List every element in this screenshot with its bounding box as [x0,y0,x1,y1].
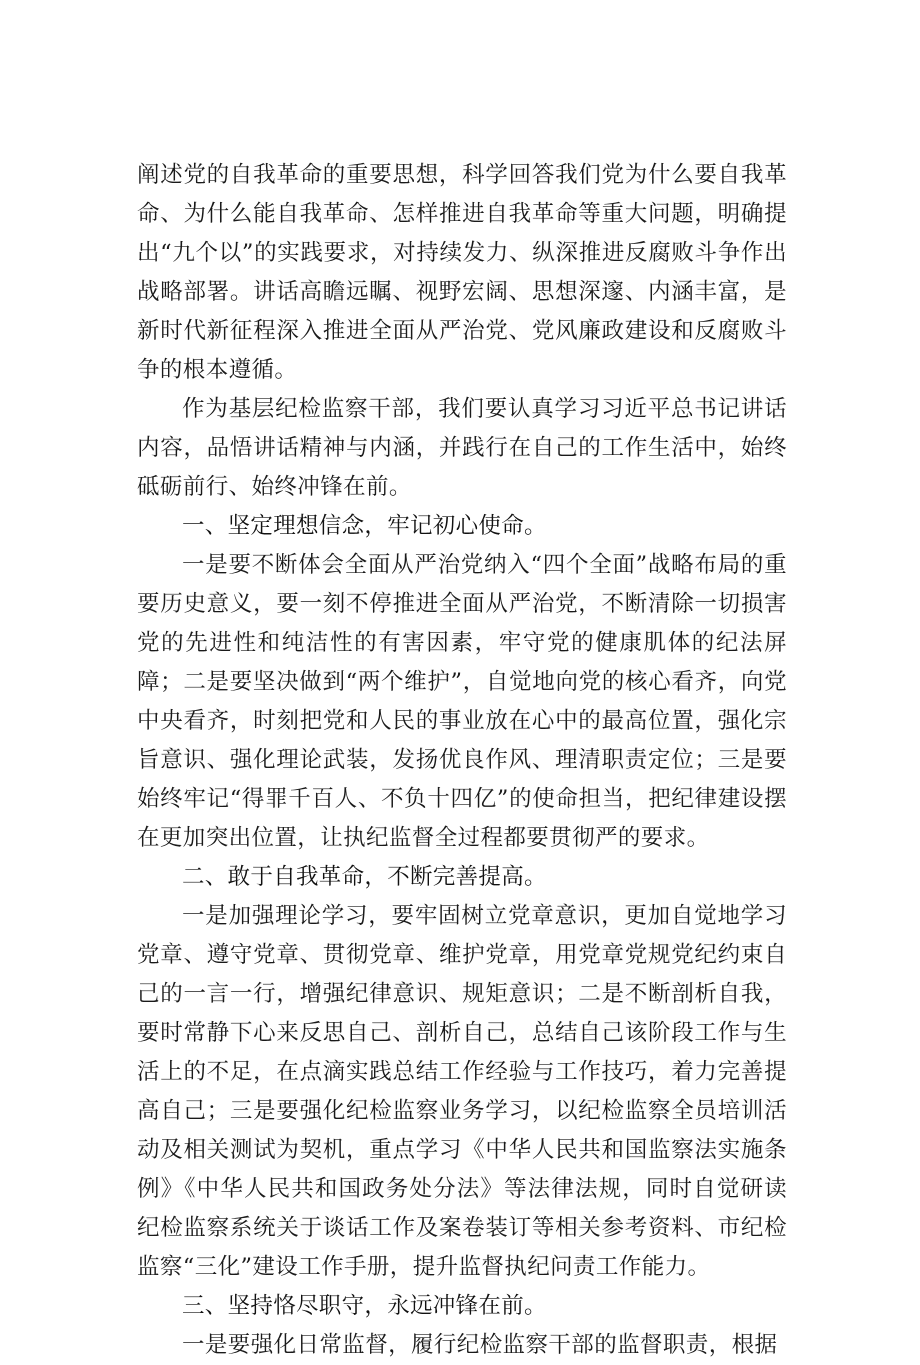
section-heading-2: 二、敢于自我革命，不断完善提高。 [182,864,547,890]
paragraph-section-3: 一是要强化日常监督，履行纪检监察干部的监督职责，根据 [182,1332,778,1358]
paragraph-section-2: 一是加强理论学习，要牢固树立党章意识，更加自觉地学习党章、遵守党章、贯彻党章、维护党章，用党章党规党纪约束自己的一言一行，增强纪律意识、规矩意识；二是不断剖析自我，要时常静下心来反思自己、剖析自己，总结自己该阶段工作与生活上的不足，在点滴实践总结工作经验与工作技巧，着力完善提高自己；三是要强化纪检监察业务学习，以纪检监察全员培训活动及相关测试为契机，重点学习《中华人民共和国监察法实施条例》《中华人民共和国政务处分法》等法律法规，同时自觉研读纪检监察系统关于谈话工作及案卷装订等相关参考资料、市纪检监察“三化”建设工作手册，提升监督执纪问责工作能力。 [137,903,787,1280]
section-heading-3: 三、坚持恪尽职守，永远冲锋在前。 [182,1293,547,1319]
paragraph-section-1: 一是要不断体会全面从严治党纳入“四个全面”战略布局的重要历史意义，要一刻不停推进全面从严治党，不断清除一切损害党的先进性和纯洁性的有害因素，牢守党的健康肌体的纪法屏障；二是要坚决做到“两个维护”，自觉地向党的核心看齐，向党中央看齐，时刻把党和人民的事业放在心中的最高位置，强化宗旨意识、强化理论武装，发扬优良作风、理清职责定位；三是要始终牢记“得罪千百人、不负十四亿”的使命担当，把纪律建设摆在更加突出位置，让执纪监督全过程都要贯彻严的要求。 [137,552,787,851]
document-body [137,156,787,1365]
section-heading-1: 一、坚定理想信念，牢记初心使命。 [182,513,547,539]
paragraph-commitment: 作为基层纪检监察干部，我们要认真学习习近平总书记讲话内容，品悟讲话精神与内涵，并践行在自己的工作生活中，始终砥砺前行、始终冲锋在前。 [137,396,787,500]
paragraph-intro-continuation: 阐述党的自我革命的重要思想，科学回答我们党为什么要自我革命、为什么能自我革命、怎样推进自我革命等重大问题，明确提出“九个以”的实践要求，对持续发力、纵深推进反腐败斗争作出战略部署。讲话高瞻远瞩、视野宏阔、思想深邃、内涵丰富，是新时代新征程深入推进全面从严治党、党风廉政建设和反腐败斗争的根本遵循。 [137,162,787,383]
